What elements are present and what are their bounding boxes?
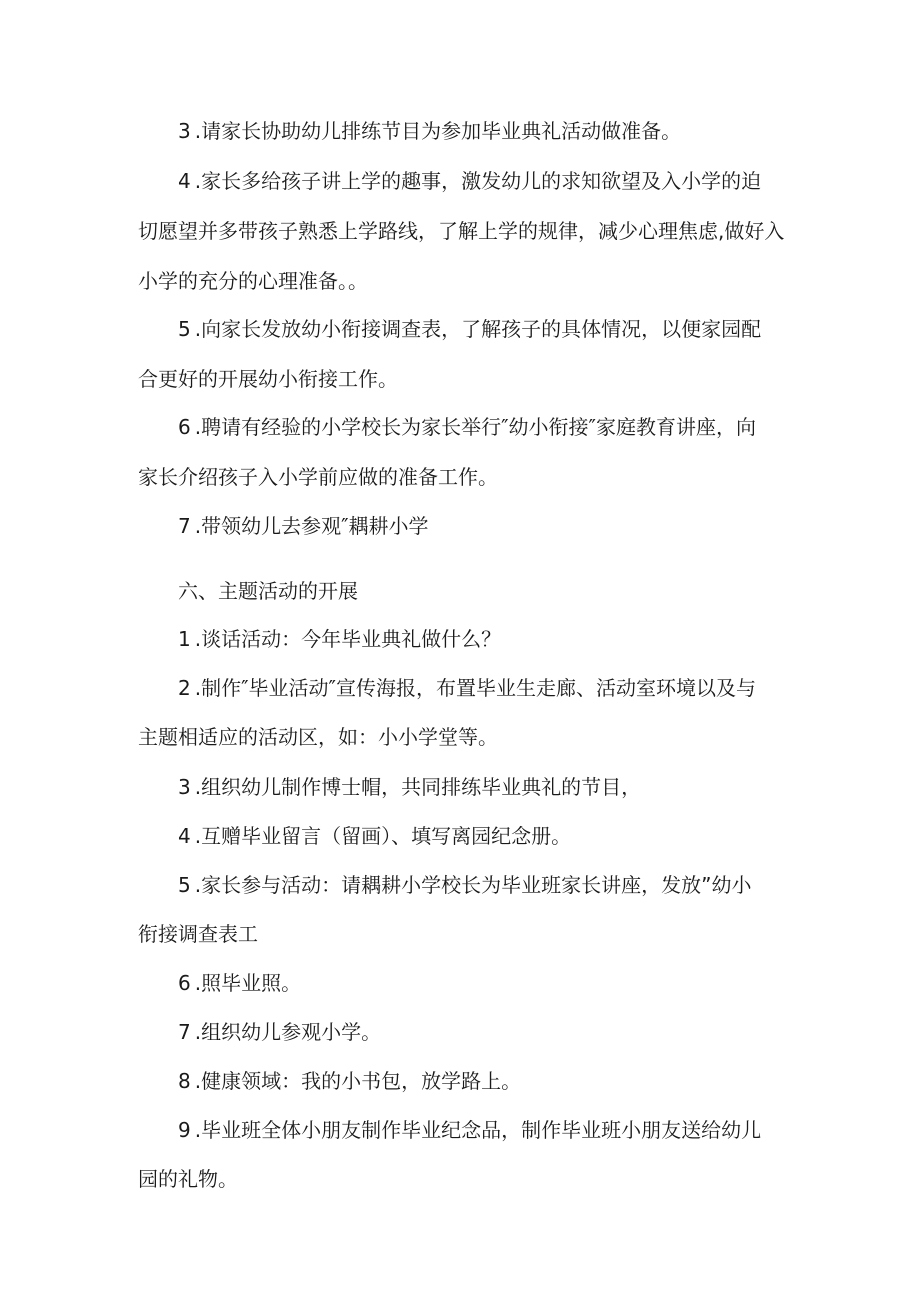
item-number: 7 [178, 514, 191, 538]
item-number: 9 [178, 1118, 191, 1142]
item-text-continued: 主题相适应的活动区，如：小小学堂等。 [138, 725, 498, 749]
item-text: .向家长发放幼小衔接调查表，了解孩子的具体情况，以便家园配 [194, 317, 762, 341]
item-text: .家长多给孩子讲上学的趣事，激发幼儿的求知欲望及入小学的迫 [194, 169, 762, 193]
item-number: 4 [178, 824, 191, 848]
list-item [178, 167, 761, 195]
item-number: 1 [178, 627, 191, 651]
list-item [178, 512, 429, 540]
item-text: .家长参与活动：请耦耕小学校长为毕业班家长讲座，发放”幼小 [194, 873, 752, 897]
item-text: .组织幼儿制作博士帽，共同排练毕业典礼的节目， [194, 775, 642, 799]
item-number: 6 [178, 971, 191, 995]
item-text: .毕业班全体小朋友制作毕业纪念品，制作毕业班小朋友送给幼儿 [194, 1118, 762, 1142]
list-item [178, 773, 641, 801]
list-item [178, 969, 301, 997]
item-text-continued: 切愿望并多带孩子熟悉上学路线，了解上学的规律，减少心理焦虑,做好入 [138, 219, 785, 243]
section-heading: 六、主题活动的开展 [178, 579, 358, 603]
item-number: 3 [178, 775, 191, 799]
list-item [178, 1018, 381, 1046]
list-item [178, 674, 756, 702]
item-text-continued: 合更好的开展幼小衔接工作。 [138, 367, 398, 391]
list-item [178, 1067, 521, 1095]
item-number: 3 [178, 119, 191, 143]
list-item [178, 413, 756, 441]
list-item [178, 1116, 761, 1144]
item-text: .谈话活动：今年毕业典礼做什么？ [194, 627, 502, 651]
item-text-continued: 家长介绍孩子入小学前应做的准备工作。 [138, 465, 498, 489]
item-text: .带领幼儿去参观″耦耕小学 [194, 514, 429, 538]
item-number: 5 [178, 317, 191, 341]
list-item [178, 315, 761, 343]
item-number: 8 [178, 1069, 191, 1093]
list-item [178, 822, 571, 850]
list-item [178, 117, 681, 145]
item-text: .请家长协助幼儿排练节目为参加毕业典礼活动做准备。 [194, 119, 682, 143]
item-number: 6 [178, 415, 191, 439]
item-text: .组织幼儿参观小学。 [194, 1020, 382, 1044]
item-text: .照毕业照。 [194, 971, 302, 995]
list-item [178, 871, 751, 899]
item-text: .互赠毕业留言（留画）、填写离园纪念册。 [194, 824, 572, 848]
item-text: .健康领域：我的小书包，放学路上。 [194, 1069, 522, 1093]
item-text: .制作″毕业活动″宣传海报，布置毕业生走廊、活动室环境以及与 [194, 676, 757, 700]
list-item [178, 625, 501, 653]
item-number: 4 [178, 169, 191, 193]
item-text-continued: 衔接调查表工 [138, 922, 258, 946]
item-text-continued: 小学的充分的心理准备。。 [138, 269, 368, 293]
item-number: 5 [178, 873, 191, 897]
item-number: 2 [178, 676, 191, 700]
item-number: 7 [178, 1020, 191, 1044]
item-text-continued: 园的礼物。 [138, 1167, 238, 1191]
item-text: .聘请有经验的小学校长为家长举行″幼小衔接″家庭教育讲座，向 [194, 415, 757, 439]
